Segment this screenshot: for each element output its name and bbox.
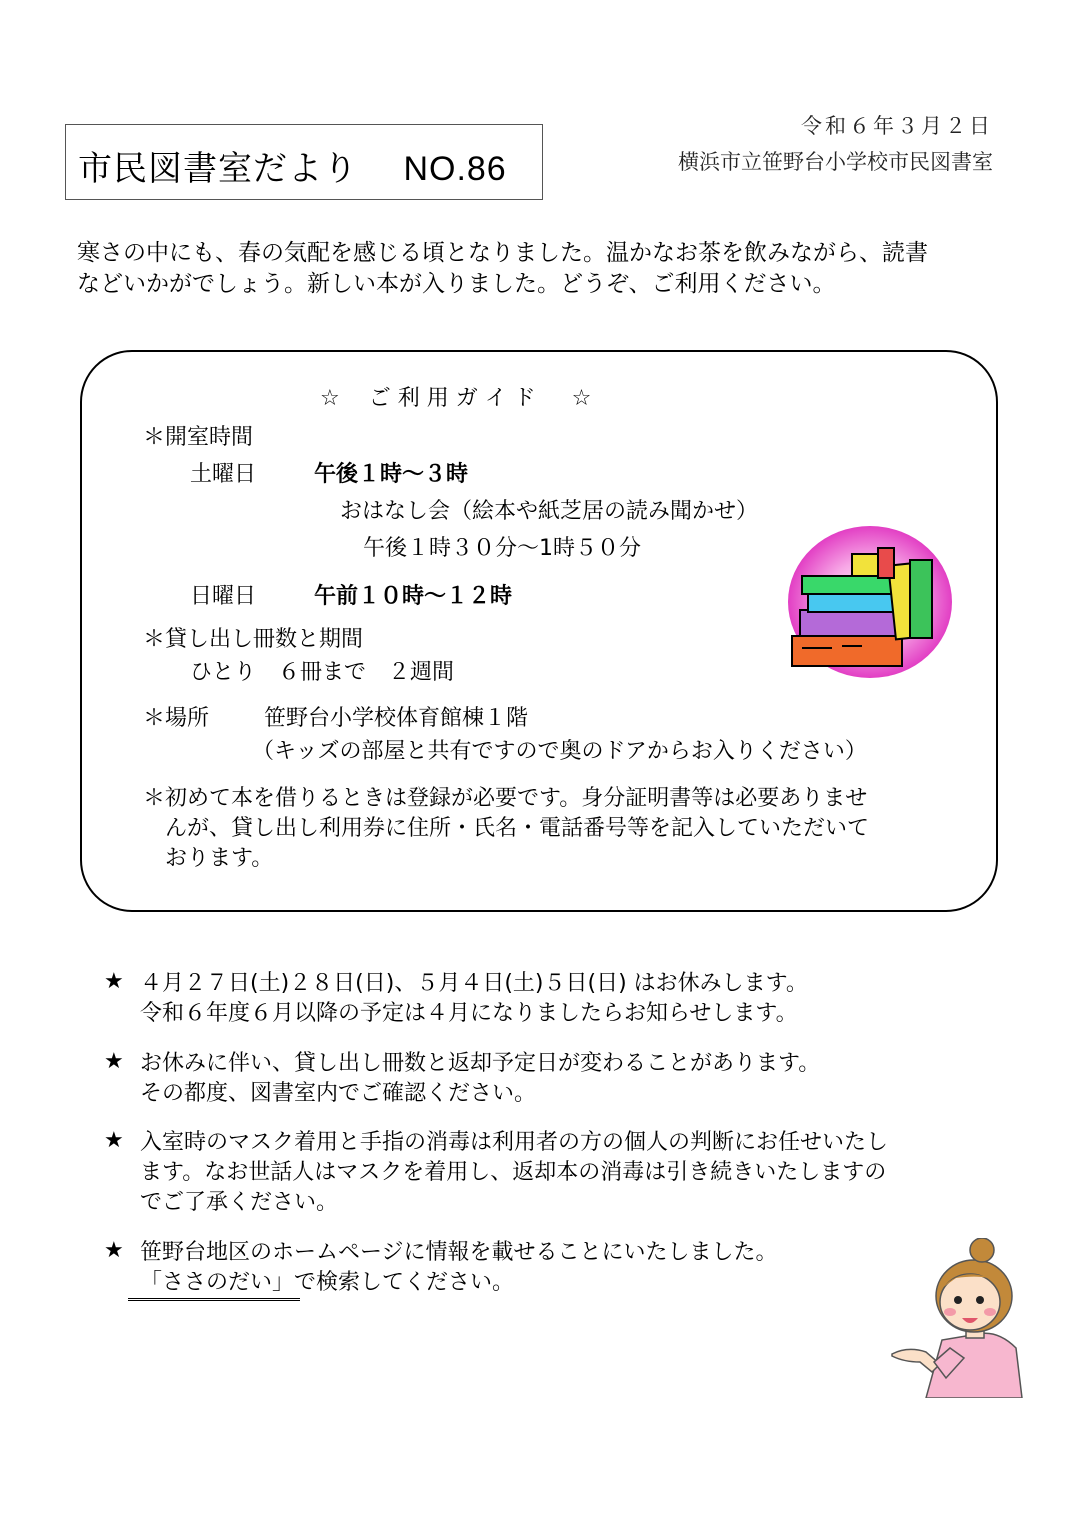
guide-heading: ☆ ご 利 用 ガ イ ド ☆ bbox=[320, 386, 592, 411]
notice-4-star-icon: ★ bbox=[104, 1238, 124, 1263]
registration-line-1: ＊初めて本を借りるときは登録が必要です。身分証明書等は必要ありませ bbox=[143, 786, 868, 811]
notice-3-line-3: でご了承ください。 bbox=[140, 1190, 339, 1215]
place-label: ＊場所 bbox=[143, 706, 210, 731]
intro-line-2: などいかがでしょう。新しい本が入りました。どうぞ、ご利用ください。 bbox=[77, 271, 836, 297]
intro-paragraph bbox=[77, 238, 1007, 300]
notice-2-line-2: その都度、図書室内でご確認ください。 bbox=[140, 1081, 537, 1106]
storytime-label: おはなし会（絵本や紙芝居の読み聞かせ） bbox=[340, 499, 759, 524]
guide-woman-illustration bbox=[886, 1238, 1026, 1398]
loan-detail: ひとり ６冊まで ２週間 bbox=[190, 660, 455, 685]
loan-label: ＊貸し出し冊数と期間 bbox=[143, 627, 364, 652]
notice-3 bbox=[140, 1128, 888, 1218]
place-note: （キッズの部屋と共有ですので奥のドアからお入りください） bbox=[252, 739, 867, 764]
saturday-time: 午後１時～３時 bbox=[314, 462, 469, 487]
organization-name: 横浜市立笹野台小学校市民図書室 bbox=[678, 150, 993, 174]
notice-2 bbox=[140, 1049, 820, 1109]
hours-label: ＊開室時間 bbox=[143, 425, 254, 450]
issue-date: 令和６年３月２日 bbox=[801, 114, 993, 138]
notice-4-line-1: 笹野台地区のホームページに情報を載せることにいたしました。 bbox=[140, 1240, 778, 1265]
books-illustration bbox=[782, 524, 954, 684]
newsletter-title: 市民図書室だより NO.86 bbox=[78, 150, 507, 188]
registration-note bbox=[143, 784, 869, 874]
storytime-time: 午後１時３０分～1時５０分 bbox=[363, 536, 641, 561]
notice-2-star-icon: ★ bbox=[104, 1049, 124, 1074]
sunday-label: 日曜日 bbox=[190, 584, 257, 609]
notice-4-line-2: で検索してください。 bbox=[294, 1270, 515, 1295]
notice-4 bbox=[140, 1238, 778, 1298]
search-term-link[interactable]: 「ささのだい」 bbox=[140, 1270, 295, 1295]
saturday-label: 土曜日 bbox=[190, 462, 257, 487]
registration-line-2: んが、貸し出し利用券に住所・氏名・電話番号等を記入していただいて bbox=[165, 816, 870, 841]
notice-3-line-1: 入室時のマスク着用と手指の消毒は利用者の方の個人の判断にお任せいたし bbox=[140, 1130, 889, 1155]
place-value: 笹野台小学校体育館棟１階 bbox=[264, 706, 529, 731]
notice-1-star-icon: ★ bbox=[104, 969, 124, 994]
notice-1-line-1: ４月２７日(土)２８日(日)、５月４日(土)５日(日) はお休みします。 bbox=[140, 971, 808, 996]
notice-3-star-icon: ★ bbox=[104, 1128, 124, 1153]
notice-1 bbox=[140, 969, 808, 1029]
notice-1-line-2: 令和６年度６月以降の予定は４月になりましたらお知らせします。 bbox=[140, 1001, 798, 1026]
intro-line-1: 寒さの中にも、春の気配を感じる頃となりました。温かなお茶を飲みながら、読書 bbox=[77, 240, 928, 266]
search-term-underline bbox=[128, 1298, 300, 1301]
notice-3-line-2: ます。なお世話人はマスクを着用し、返却本の消毒は引き続きいたしますの bbox=[140, 1160, 887, 1185]
newsletter-title-box bbox=[65, 124, 543, 200]
notice-2-line-1: お休みに伴い、貸し出し冊数と返却予定日が変わることがあります。 bbox=[140, 1051, 821, 1076]
sunday-time: 午前１０時～１２時 bbox=[314, 584, 513, 609]
registration-line-3: おります。 bbox=[165, 846, 274, 871]
